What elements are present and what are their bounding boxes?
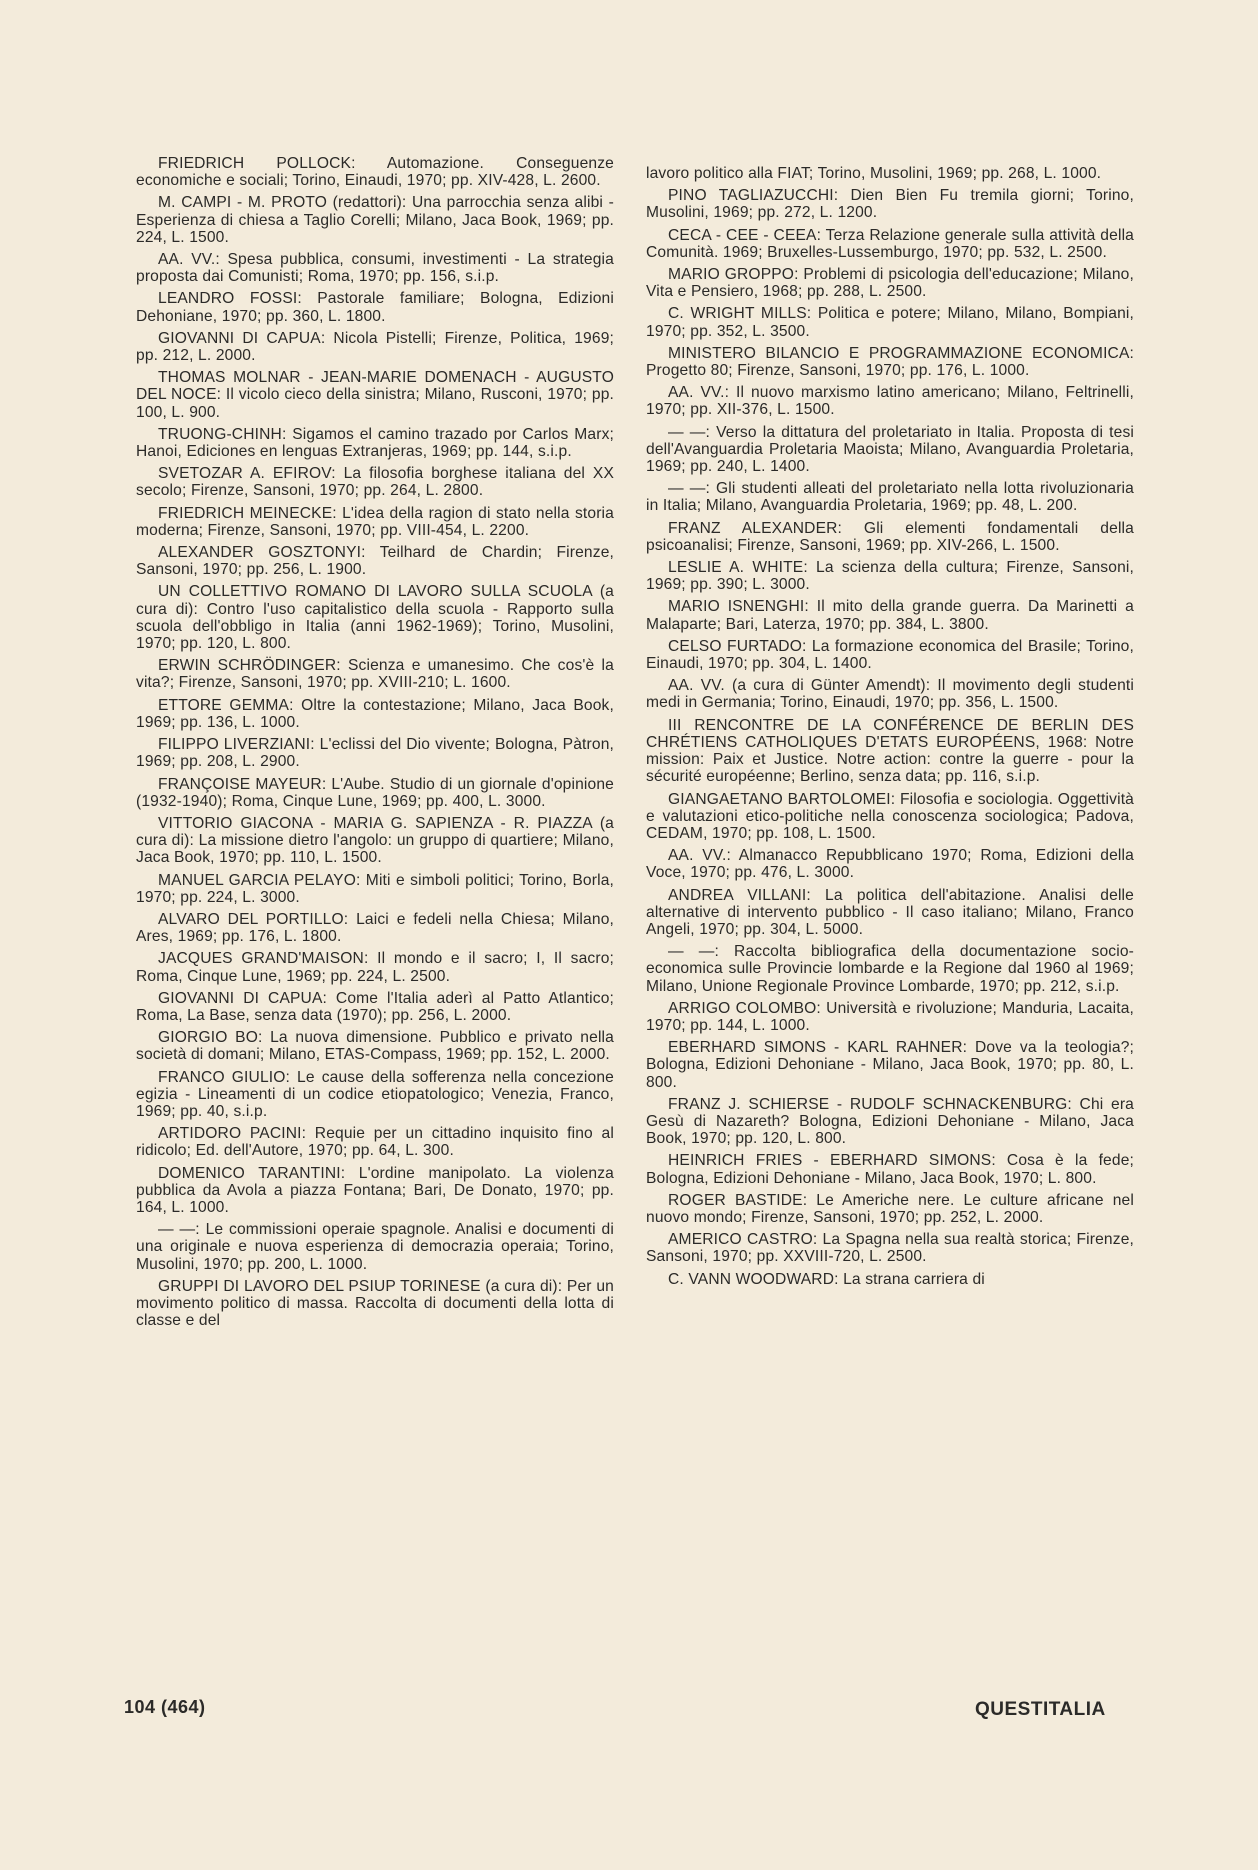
bibliography-entry: VITTORIO GIACONA - MARIA G. SAPIENZA - R. PIAZZA (a cura di): La missione dietro l'angolo: un gruppo di quartiere; Milano, Jaca Book, 1970; pp. 110, L. 1500. xyxy=(136,814,614,867)
journal-name: QUESTITALIA xyxy=(975,1699,1106,1720)
bibliography-entry: ALEXANDER GOSZTONYI: Teilhard de Chardin; Firenze, Sansoni, 1970; pp. 256, L. 1900. xyxy=(136,544,614,579)
left-column xyxy=(136,155,614,1334)
bibliography-entry: III RENCONTRE DE LA CONFÉRENCE DE BERLIN DES CHRÉTIENS CATHOLIQUES D'ETATS EUROPÉENS, 1968: Notre mission: Paix et Justice. Notre action: contre la guerre - pour la sécurité européenne; Berlino, senza data; pp. 116, s.i.p. xyxy=(646,716,1134,786)
bibliography-entry: — —: Raccolta bibliografica della documentazione socio-economica sulle Provincie lombarde e la Regione dal 1960 al 1969; Milano, Unione Regionale Province Lombarde, 1970; pp. 212, s.i.p. xyxy=(646,943,1134,995)
bibliography-entry: HEINRICH FRIES - EBERHARD SIMONS: Cosa è la fede; Bologna, Edizioni Dehoniane - Milano, Jaca Book, 1970; L. 800. xyxy=(646,1152,1134,1187)
bibliography-entry: LESLIE A. WHITE: La scienza della cultura; Firenze, Sansoni, 1969; pp. 390; L. 3000. xyxy=(646,559,1134,594)
bibliography-entry: FRANCO GIULIO: Le cause della sofferenza nella concezione egizia - Lineamenti di un codice etiopatologico; Venezia, Franco, 1969; pp. 40, s.i.p. xyxy=(136,1068,614,1120)
bibliography-entry: JACQUES GRAND'MAISON: Il mondo e il sacro; I, Il sacro; Roma, Cinque Lune, 1969; pp. 224, L. 2500. xyxy=(136,950,614,985)
bibliography-entry: ARTIDORO PACINI: Requie per un cittadino inquisito fino al ridicolo; Ed. dell'Autore, 1970; pp. 64, L. 300. xyxy=(136,1125,614,1160)
bibliography-entry: DOMENICO TARANTINI: L'ordine manipolato. La violenza pubblica da Avola a piazza Fontana; Bari, De Donato, 1970; pp. 164, L. 1000. xyxy=(136,1164,614,1216)
bibliography-entry: GIOVANNI DI CAPUA: Come l'Italia aderì al Patto Atlantico; Roma, La Base, senza data (1970); pp. 256, L. 2000. xyxy=(136,989,614,1024)
bibliography-entry: LEANDRO FOSSI: Pastorale familiare; Bologna, Edizioni Dehoniane, 1970; pp. 360, L. 1800. xyxy=(136,290,614,325)
bibliography-entry: MANUEL GARCIA PELAYO: Miti e simboli politici; Torino, Borla, 1970; pp. 224, L. 3000. xyxy=(136,871,614,906)
bibliography-entry: AA. VV.: Almanacco Repubblicano 1970; Roma, Edizioni della Voce, 1970; pp. 476, L. 3000. xyxy=(646,847,1134,882)
bibliography-entry: ETTORE GEMMA: Oltre la contestazione; Milano, Jaca Book, 1969; pp. 136, L. 1000. xyxy=(136,696,614,731)
bibliography-entry: AA. VV.: Il nuovo marxismo latino americano; Milano, Feltrinelli, 1970; pp. XII-376, L. 1500. xyxy=(646,384,1134,419)
bibliography-entry: lavoro politico alla FIAT; Torino, Musolini, 1969; pp. 268, L. 1000. xyxy=(646,165,1102,182)
bibliography-entry: GIOVANNI DI CAPUA: Nicola Pistelli; Firenze, Politica, 1969; pp. 212, L. 2000. xyxy=(136,329,614,365)
bibliography-entry: EBERHARD SIMONS - KARL RAHNER: Dove va la teologia?; Bologna, Edizioni Dehoniane - Milano, Jaca Book, 1970; pp. 80, L. 800. xyxy=(646,1039,1134,1091)
right-column xyxy=(646,165,1134,1293)
bibliography-entry: FRANZ J. SCHIERSE - RUDOLF SCHNACKENBURG: Chi era Gesù di Nazareth? Bologna, Edizioni Dehoniane - Milano, Jaca Book, 1970; pp. 120, L. 800. xyxy=(646,1095,1134,1148)
bibliography-entry: SVETOZAR A. EFIROV: La filosofia borghese italiana del XX secolo; Firenze, Sansoni, 1970; pp. 264, L. 2800. xyxy=(136,465,614,500)
bibliography-entry: GIORGIO BO: La nuova dimensione. Pubblico e privato nella società di domani; Milano, ETAS-Compass, 1969; pp. 152, L. 2000. xyxy=(136,1029,614,1064)
bibliography-entry: GRUPPI DI LAVORO DEL PSIUP TORINESE (a cura di): Per un movimento politico di massa. Raccolta di documenti della lotta di classe e del xyxy=(136,1277,614,1330)
bibliography-entry: ROGER BASTIDE: Le Americhe nere. Le culture africane nel nuovo mondo; Firenze, Sansoni, 1970; pp. 252, L. 2000. xyxy=(646,1191,1134,1226)
bibliography-entry: FRIEDRICH POLLOCK: Automazione. Conseguenze economiche e sociali; Torino, Einaudi, 1970; pp. XIV-428, L. 2600. xyxy=(136,155,614,190)
bibliography-entry: FRANÇOISE MAYEUR: L'Aube. Studio di un giornale d'opinione (1932-1940); Roma, Cinque Lune, 1969; pp. 400, L. 3000. xyxy=(136,775,614,810)
bibliography-entry: ERWIN SCHRÖDINGER: Scienza e umanesimo. Che cos'è la vita?; Firenze, Sansoni, 1970; pp. XVIII-210; L. 1600. xyxy=(136,657,614,692)
bibliography-entry: ANDREA VILLANI: La politica dell'abitazione. Analisi delle alternative di intervento pubblico - Il caso italiano; Milano, Franco Angeli, 1970; pp. 304, L. 5000. xyxy=(646,886,1134,938)
bibliography-entry: THOMAS MOLNAR - JEAN-MARIE DOMENACH - AUGUSTO DEL NOCE: Il vicolo cieco della sinistra; Milano, Rusconi, 1970; pp. 100, L. 900. xyxy=(136,369,614,421)
bibliography-entry: FILIPPO LIVERZIANI: L'eclissi del Dio vivente; Bologna, Pàtron, 1969; pp. 208, L. 2900. xyxy=(136,736,614,771)
bibliography-entry: UN COLLETTIVO ROMANO DI LAVORO SULLA SCUOLA (a cura di): Contro l'uso capitalistico della scuola - Rapporto sulla scuola dell'obbligo in Italia (anni 1962-1969); Torino, Musolini, 1970; pp. 120, L. 800. xyxy=(136,583,614,653)
bibliography-entry: PINO TAGLIAZUCCHI: Dien Bien Fu tremila giorni; Torino, Musolini, 1969; pp. 272, L. 1200. xyxy=(646,187,1134,222)
bibliography-entry: FRIEDRICH MEINECKE: L'idea della ragion di stato nella storia moderna; Firenze, Sansoni, 1970; pp. VIII-454, L. 2200. xyxy=(136,504,614,539)
bibliography-entry: MINISTERO BILANCIO E PROGRAMMAZIONE ECONOMICA: Progetto 80; Firenze, Sansoni, 1970; pp. 176, L. 1000. xyxy=(646,344,1134,380)
bibliography-entry: AA. VV. (a cura di Günter Amendt): Il movimento degli studenti medi in Germania; Torino, Einaudi, 1970; pp. 356, L. 1500. xyxy=(646,677,1134,712)
bibliography-entry: — —: Gli studenti alleati del proletariato nella lotta rivoluzionaria in Italia; Milano, Avanguardia Proletaria, 1969; pp. 48, L. 200. xyxy=(646,480,1134,515)
bibliography-entry: GIANGAETANO BARTOLOMEI: Filosofia e sociologia. Oggettività e valutazioni etico-politiche nella conoscenza sociologica; Padova, CEDAM, 1970; pp. 108, L. 1500. xyxy=(646,790,1134,842)
bibliography-entry: FRANZ ALEXANDER: Gli elementi fondamentali della psicoanalisi; Firenze, Sansoni, 1969; pp. XIV-266, L. 1500. xyxy=(646,519,1134,554)
page-number: 104 (464) xyxy=(124,1697,206,1717)
bibliography-entry: AMERICO CASTRO: La Spagna nella sua realtà storica; Firenze, Sansoni, 1970; pp. XXVIII-720, L. 2500. xyxy=(646,1231,1134,1266)
bibliography-entry: AA. VV.: Spesa pubblica, consumi, investimenti - La strategia proposta dai Comunisti; Roma, 1970; pp. 156, s.i.p. xyxy=(136,251,614,286)
bibliography-entry: ARRIGO COLOMBO: Università e rivoluzione; Manduria, Lacaita, 1970; pp. 144, L. 1000. xyxy=(646,999,1134,1034)
bibliography-entry: M. CAMPI - M. PROTO (redattori): Una parrocchia senza alibi - Esperienza di chiesa a Taglio Corelli; Milano, Jaca Book, 1969; pp. 224, L. 1500. xyxy=(136,194,614,246)
bibliography-entry: C. WRIGHT MILLS: Politica e potere; Milano, Milano, Bompiani, 1970; pp. 352, L. 3500. xyxy=(646,305,1134,340)
bibliography-entry: ALVARO DEL PORTILLO: Laici e fedeli nella Chiesa; Milano, Ares, 1969; pp. 176, L. 1800. xyxy=(136,910,614,946)
bibliography-entry: MARIO ISNENGHI: Il mito della grande guerra. Da Marinetti a Malaparte; Bari, Laterza, 1970; pp. 384, L. 3800. xyxy=(646,598,1134,633)
bibliography-entry: C. VANN WOODWARD: La strana carriera di xyxy=(668,1270,985,1288)
bibliography-entry: CECA - CEE - CEEA: Terza Relazione generale sulla attività della Comunità. 1969; Bruxelles-Lussemburgo, 1970; pp. 532, L. 2500. xyxy=(646,226,1134,261)
bibliography-entry: MARIO GROPPO: Problemi di psicologia dell'educazione; Milano, Vita e Pensiero, 1968; pp. 288, L. 2500. xyxy=(646,266,1134,301)
bibliography-entry: CELSO FURTADO: La formazione economica del Brasile; Torino, Einaudi, 1970; pp. 304, L. 1400. xyxy=(646,637,1134,673)
bibliography-entry: — —: Verso la dittatura del proletariato in Italia. Proposta di tesi dell'Avanguardia Proletaria Maoista; Milano, Avanguardia Proletaria, 1969; pp. 240, L. 1400. xyxy=(646,423,1134,476)
bibliography-entry: — —: Le commissioni operaie spagnole. Analisi e documenti di una originale e nuova esperienza di democrazia operaia; Torino, Musolini, 1970; pp. 200, L. 1000. xyxy=(136,1221,614,1273)
bibliography-entry: TRUONG-CHINH: Sigamos el camino trazado por Carlos Marx; Hanoi, Ediciones en lenguas Extranjeras, 1969; pp. 144, s.i.p. xyxy=(136,425,614,461)
